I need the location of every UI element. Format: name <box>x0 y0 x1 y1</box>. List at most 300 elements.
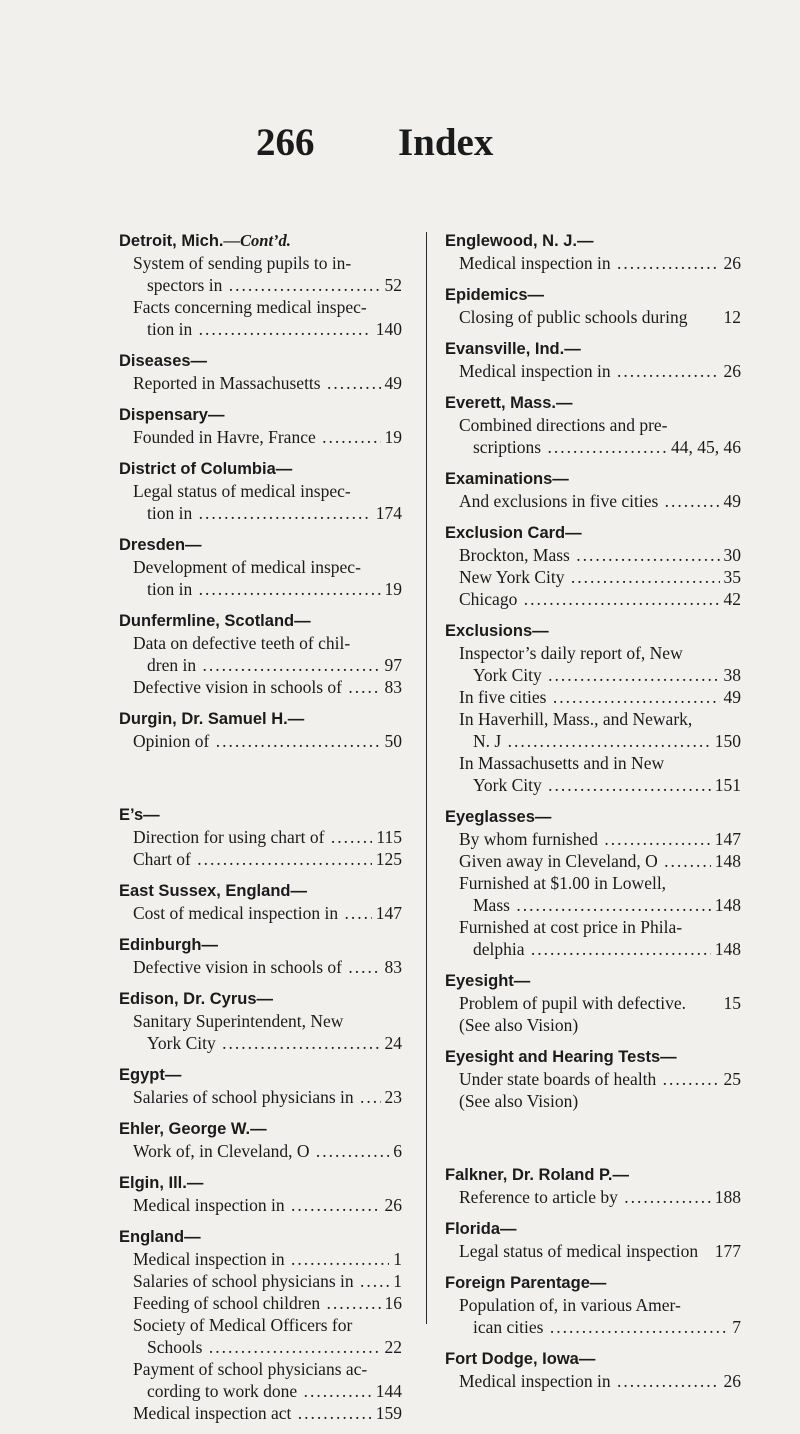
subentry-line <box>119 654 402 676</box>
page-reference: 49 <box>723 687 741 707</box>
subentry-text: Sanitary Superintendent, New <box>133 1011 344 1031</box>
page-reference: 23 <box>384 1087 402 1107</box>
subentry-line <box>119 1292 402 1314</box>
index-entry <box>445 806 741 960</box>
index-heading <box>445 284 741 306</box>
dot-leader <box>285 1249 390 1269</box>
index-heading <box>445 1164 741 1186</box>
subentry-line <box>445 252 741 274</box>
dot-leader <box>611 253 720 273</box>
page-reference: 52 <box>384 275 402 295</box>
subentry-text: Defective vision in schools of <box>133 957 342 977</box>
dot-leader <box>525 939 711 959</box>
index-column-left <box>119 230 402 1434</box>
subentry-line <box>119 372 402 394</box>
index-entry <box>119 1226 402 1424</box>
subentry-line <box>119 1194 402 1216</box>
dot-leader <box>342 677 381 697</box>
index-entry <box>445 468 741 512</box>
dot-leader <box>321 373 381 393</box>
subentry-text: Legal status of medical inspection <box>459 1241 699 1261</box>
subentry-line <box>445 1370 741 1392</box>
index-heading-text: East Sussex, England— <box>119 882 307 900</box>
subentry-text: Facts concerning medical inspec- <box>133 297 367 317</box>
page-reference: 26 <box>384 1195 402 1215</box>
subentry-line <box>119 632 402 654</box>
subentry-line <box>119 1314 402 1336</box>
page-reference: 148 <box>714 851 741 871</box>
index-entry <box>119 534 402 600</box>
page-reference: 148 <box>714 939 741 959</box>
index-entry <box>445 284 741 328</box>
index-heading-text: Eyesight— <box>445 972 531 990</box>
subentry-text: Payment of school physicians ac- <box>133 1359 368 1379</box>
subentry-line <box>119 426 402 448</box>
page-reference: 115 <box>376 827 402 847</box>
subentry-line <box>119 730 402 752</box>
dot-leader <box>285 1195 381 1215</box>
subentry-text: Defective vision in schools of <box>133 677 342 697</box>
subentry-text: Mass <box>473 895 510 915</box>
subentry-text: Combined directions and pre- <box>459 415 668 435</box>
subentry-line <box>445 1240 741 1262</box>
subentry-text: Reported in Massachusetts <box>133 373 321 393</box>
subentry-line <box>119 676 402 698</box>
dot-leader <box>543 1317 728 1337</box>
index-entry <box>119 708 402 752</box>
index-entry <box>445 1046 741 1112</box>
index-heading-text: Fort Dodge, Iowa— <box>445 1350 596 1368</box>
index-heading-text: Detroit, Mich. <box>119 232 224 250</box>
subentry-line <box>119 1248 402 1270</box>
page-number: 266 <box>256 121 315 164</box>
page-reference: 44, 45, 46 <box>671 437 741 457</box>
subentry-text: Medical inspection in <box>133 1249 285 1269</box>
dot-leader <box>338 903 372 923</box>
index-heading <box>445 338 741 360</box>
page-reference: 83 <box>384 677 402 697</box>
index-heading <box>445 970 741 992</box>
index-heading-text: Durgin, Dr. Samuel H.— <box>119 710 305 728</box>
subentry-text: Society of Medical Officers for <box>133 1315 353 1335</box>
subentry-text: Cost of medical inspection in <box>133 903 339 923</box>
subentry-text: scriptions <box>473 437 542 457</box>
dot-leader <box>517 589 719 609</box>
subentry-text: Furnished at cost price in Phila- <box>459 917 683 937</box>
page-reference: 49 <box>384 373 402 393</box>
index-heading <box>119 988 402 1010</box>
subentry-text: Closing of public schools during <box>459 307 688 327</box>
index-entry <box>119 350 402 394</box>
subentry-text: cording to work done <box>147 1381 298 1401</box>
subentry-line <box>119 502 402 524</box>
page-reference: 35 <box>723 567 741 587</box>
index-heading-text: Eyesight and Hearing Tests— <box>445 1048 677 1066</box>
index-entry <box>119 1118 402 1162</box>
index-entry <box>445 620 741 796</box>
dot-leader <box>192 319 372 339</box>
index-entry <box>445 1218 741 1262</box>
subentry-text: Reference to article by <box>459 1187 618 1207</box>
subentry-text: Feeding of school children <box>133 1293 321 1313</box>
index-heading <box>119 708 402 730</box>
subentry-line <box>119 1010 402 1032</box>
subentry-text: ican cities <box>473 1317 544 1337</box>
dot-leader <box>510 895 711 915</box>
index-heading-text: Diseases— <box>119 352 208 370</box>
subentry-line <box>119 1270 402 1292</box>
page-reference: 15 <box>723 993 741 1013</box>
subentry-text: Given away in Cleveland, O <box>459 851 658 871</box>
page-reference: 147 <box>714 829 741 849</box>
subentry-line <box>445 306 741 328</box>
subentry-line <box>119 956 402 978</box>
index-heading-text: Falkner, Dr. Roland P.— <box>445 1166 630 1184</box>
subentry-line <box>119 902 402 924</box>
subentry-line <box>445 1090 741 1112</box>
subentry-line <box>119 1336 402 1358</box>
dot-leader <box>546 687 719 707</box>
continued-marker: —Cont’d. <box>223 231 291 250</box>
subentry-line <box>119 556 402 578</box>
dot-leader <box>192 579 380 599</box>
subentry-line <box>119 1380 402 1402</box>
subentry-line <box>445 708 741 730</box>
subentry-text: And exclusions in five cities <box>459 491 659 511</box>
subentry-text: Medical inspection in <box>459 253 611 273</box>
index-heading <box>119 934 402 956</box>
subentry-text: Chicago <box>459 589 518 609</box>
dot-leader <box>192 503 372 523</box>
page-reference: 26 <box>723 253 741 273</box>
subentry-text: dren in <box>147 655 197 675</box>
page-reference: 26 <box>723 1371 741 1391</box>
subentry-line <box>119 318 402 340</box>
page-reference: 159 <box>375 1403 402 1423</box>
page-reference: 38 <box>723 665 741 685</box>
index-entry <box>119 934 402 978</box>
index-entry <box>445 392 741 458</box>
dot-leader <box>222 275 380 295</box>
index-entry <box>119 230 402 340</box>
subentry-line <box>119 252 402 274</box>
subentry-line <box>119 1086 402 1108</box>
subentry-line <box>445 642 741 664</box>
page-reference: 19 <box>384 427 402 447</box>
dot-leader <box>611 361 720 381</box>
subentry-text: Direction for using chart of <box>133 827 325 847</box>
subentry-line <box>119 274 402 296</box>
subentry-line <box>119 1402 402 1424</box>
index-heading <box>445 806 741 828</box>
dot-leader <box>658 491 719 511</box>
subentry-text: Salaries of school physicians in <box>133 1087 354 1107</box>
subentry-text: spectors in <box>147 275 223 295</box>
index-heading <box>445 392 741 414</box>
index-heading-text: Egypt— <box>119 1066 182 1084</box>
index-heading-text: England— <box>119 1228 201 1246</box>
index-heading <box>445 1218 741 1240</box>
subentry-line <box>119 848 402 870</box>
page-reference: 26 <box>723 361 741 381</box>
subentry-line <box>445 1014 741 1036</box>
index-entry <box>445 230 741 274</box>
dot-leader <box>542 775 711 795</box>
page-reference: 12 <box>723 307 741 327</box>
subentry-line <box>445 730 741 752</box>
subentry-text: Chart of <box>133 849 191 869</box>
subentry-text: Salaries of school physicians in <box>133 1271 354 1291</box>
index-heading-text: Florida— <box>445 1220 517 1238</box>
page-reference: 30 <box>723 545 741 565</box>
column-divider <box>426 232 427 1324</box>
index-heading <box>119 880 402 902</box>
page-reference: 125 <box>375 849 402 869</box>
dot-leader <box>501 731 711 751</box>
index-heading-text: Dresden— <box>119 536 202 554</box>
page-reference: 151 <box>714 775 741 795</box>
index-heading-text: Eyeglasses— <box>445 808 552 826</box>
subentry-line <box>445 544 741 566</box>
index-entry <box>119 988 402 1054</box>
subentry-text: Opinion of <box>133 731 210 751</box>
dot-leader <box>191 849 372 869</box>
subentry-text: York City <box>147 1033 216 1053</box>
subentry-text: Medical inspection in <box>459 1371 611 1391</box>
dot-leader <box>320 1293 380 1313</box>
index-entry <box>445 338 741 382</box>
subentry-text: In Haverhill, Mass., and Newark, <box>459 709 693 729</box>
dot-leader <box>196 655 380 675</box>
dot-leader <box>202 1337 380 1357</box>
index-heading <box>119 1064 402 1086</box>
index-entry <box>119 880 402 924</box>
index-entry <box>119 610 402 698</box>
index-entry <box>119 404 402 448</box>
index-entry <box>445 1164 741 1208</box>
subentry-text: Legal status of medical inspec- <box>133 481 351 501</box>
page-reference: 22 <box>384 1337 402 1357</box>
subentry-text: Problem of pupil with defective. <box>459 993 686 1013</box>
subentry-text: Schools <box>147 1337 203 1357</box>
page-reference: 42 <box>723 589 741 609</box>
index-entry <box>445 1348 741 1392</box>
dot-leader <box>309 1141 389 1161</box>
page-reference: 24 <box>384 1033 402 1053</box>
page-reference: 177 <box>714 1241 741 1261</box>
subentry-line <box>445 360 741 382</box>
subentry-line <box>445 566 741 588</box>
subentry-line <box>119 826 402 848</box>
subentry-line <box>445 414 741 436</box>
index-heading-text: Dunfermline, Scotland— <box>119 612 311 630</box>
page-reference: 1 <box>393 1271 402 1291</box>
subentry-text: Founded in Havre, France <box>133 427 316 447</box>
subentry-text: System of sending pupils to in- <box>133 253 352 273</box>
subentry-line <box>445 916 741 938</box>
dot-leader <box>342 957 381 977</box>
page-reference: 1 <box>393 1249 402 1269</box>
subentry-text: tion in <box>147 319 193 339</box>
dot-leader <box>611 1371 720 1391</box>
index-heading <box>445 620 741 642</box>
index-heading <box>445 468 741 490</box>
dot-leader <box>565 567 720 587</box>
subentry-line <box>119 1358 402 1380</box>
index-entry <box>445 1272 741 1338</box>
dot-leader <box>598 829 711 849</box>
dot-leader <box>291 1403 371 1423</box>
page-reference: 148 <box>714 895 741 915</box>
dot-leader <box>354 1087 381 1107</box>
subentry-text: Development of medical inspec- <box>133 557 361 577</box>
index-entry <box>119 458 402 524</box>
subentry-line <box>445 938 741 960</box>
index-heading-text: Everett, Mass.— <box>445 394 573 412</box>
page-reference: 25 <box>723 1069 741 1089</box>
subentry-text: York City <box>473 775 542 795</box>
page-title: Index <box>398 121 494 164</box>
subentry-line <box>445 1294 741 1316</box>
page-reference: 140 <box>375 319 402 339</box>
subentry-line <box>119 578 402 600</box>
index-entry <box>119 804 402 870</box>
index-heading <box>119 1172 402 1194</box>
dot-leader <box>354 1271 390 1291</box>
index-heading <box>445 230 741 252</box>
page-reference: 6 <box>393 1141 402 1161</box>
subentry-text: tion in <box>147 579 193 599</box>
subentry-line <box>119 1032 402 1054</box>
index-heading <box>445 1348 741 1370</box>
page-reference: 49 <box>723 491 741 511</box>
subentry-text: Medical inspection act <box>133 1403 292 1423</box>
subentry-text: In five cities <box>459 687 547 707</box>
index-heading-text: Exclusion Card— <box>445 524 582 542</box>
index-entry <box>445 522 741 610</box>
subentry-text: Medical inspection in <box>459 361 611 381</box>
subentry-text: tion in <box>147 503 193 523</box>
page-reference: 16 <box>384 1293 402 1313</box>
subentry-text: Population of, in various Amer- <box>459 1295 681 1315</box>
dot-leader <box>541 437 667 457</box>
page-reference: 147 <box>375 903 402 923</box>
index-entry <box>119 1172 402 1216</box>
subentry-line <box>445 752 741 774</box>
index-entry <box>445 970 741 1036</box>
subentry-line <box>445 828 741 850</box>
dot-leader <box>542 665 720 685</box>
dot-leader <box>316 427 381 447</box>
index-heading-text: Epidemics— <box>445 286 545 304</box>
subentry-text: Furnished at $1.00 in Lowell, <box>459 873 667 893</box>
index-heading <box>119 610 402 632</box>
page-reference: 83 <box>384 957 402 977</box>
index-heading <box>119 458 402 480</box>
index-heading <box>119 230 402 252</box>
page-reference: 174 <box>375 503 402 523</box>
subentry-line <box>445 490 741 512</box>
index-heading <box>445 522 741 544</box>
index-heading <box>119 350 402 372</box>
subentry-line <box>445 774 741 796</box>
subentry-line <box>445 872 741 894</box>
subentry-text: New York City <box>459 567 565 587</box>
subentry-text: N. J <box>473 731 502 751</box>
subentry-line <box>445 1068 741 1090</box>
page-reference: 150 <box>714 731 741 751</box>
index-heading-text: Exclusions— <box>445 622 549 640</box>
dot-leader <box>570 545 720 565</box>
index-entry <box>119 1064 402 1108</box>
subentry-line <box>445 1186 741 1208</box>
subentry-text: delphia <box>473 939 525 959</box>
subentry-line <box>445 992 741 1014</box>
subentry-line <box>445 686 741 708</box>
index-heading <box>445 1272 741 1294</box>
index-heading-text: Ehler, George W.— <box>119 1120 267 1138</box>
dot-leader <box>297 1381 372 1401</box>
index-heading <box>119 804 402 826</box>
index-heading-text: Edinburgh— <box>119 936 218 954</box>
subentry-text: Medical inspection in <box>133 1195 285 1215</box>
index-heading-text: Elgin, Ill.— <box>119 1174 204 1192</box>
page-reference: 50 <box>384 731 402 751</box>
subentry-text: In Massachusetts and in New <box>459 753 665 773</box>
dot-leader <box>656 1069 719 1089</box>
dot-leader <box>324 827 372 847</box>
dot-leader <box>618 1187 711 1207</box>
index-heading <box>119 534 402 556</box>
subentry-line <box>445 1316 741 1338</box>
page-header <box>0 120 800 180</box>
dot-leader <box>658 851 711 871</box>
index-heading-text: E’s— <box>119 806 160 824</box>
page-reference: 144 <box>375 1381 402 1401</box>
index-heading-text: Dispensary— <box>119 406 225 424</box>
subentry-line <box>445 436 741 458</box>
index-heading-text: Examinations— <box>445 470 569 488</box>
page-reference: 97 <box>384 655 402 675</box>
index-heading <box>119 1118 402 1140</box>
dot-leader <box>209 731 380 751</box>
page-reference: 7 <box>732 1317 741 1337</box>
section-gap <box>445 1122 741 1164</box>
subentry-line <box>445 894 741 916</box>
subentry-text: By whom furnished <box>459 829 599 849</box>
subentry-text: York City <box>473 665 542 685</box>
index-heading <box>119 1226 402 1248</box>
subentry-text: Work of, in Cleveland, O <box>133 1141 310 1161</box>
subentry-text: Under state boards of health <box>459 1069 657 1089</box>
subentry-line <box>119 480 402 502</box>
index-heading-text: Foreign Parentage— <box>445 1274 607 1292</box>
index-heading <box>119 404 402 426</box>
subentry-line <box>119 296 402 318</box>
index-heading-text: Englewood, N. J.— <box>445 232 594 250</box>
subentry-line <box>445 664 741 686</box>
subentry-text: Data on defective teeth of chil- <box>133 633 351 653</box>
section-gap <box>119 762 402 804</box>
page-reference: 19 <box>384 579 402 599</box>
index-column-right <box>445 230 741 1402</box>
index-heading-text: District of Columbia— <box>119 460 293 478</box>
subentry-line <box>445 588 741 610</box>
page-reference: 188 <box>714 1187 741 1207</box>
subentry-text: (See also Vision) <box>459 1091 579 1111</box>
dot-leader <box>216 1033 381 1053</box>
index-heading-text: Evansville, Ind.— <box>445 340 581 358</box>
